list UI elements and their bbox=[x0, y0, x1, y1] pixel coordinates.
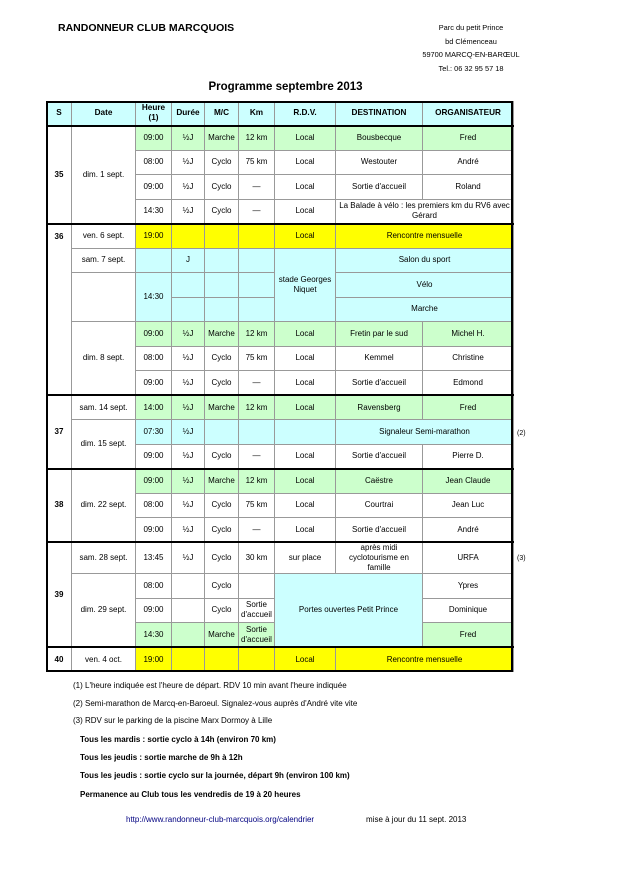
rdv-cell: stade Georges Niquet bbox=[275, 248, 336, 322]
rdv-cell: Local bbox=[275, 395, 336, 420]
activity-cell: Marche bbox=[205, 623, 239, 648]
footnote: (3) RDV sur le parking de la piscine Marx Dormoy à Lille bbox=[73, 716, 273, 725]
date-cell: dim. 22 sept. bbox=[72, 469, 136, 543]
date-cell bbox=[72, 273, 136, 322]
destination-cell: après midi cyclotourisme en famille bbox=[336, 542, 423, 574]
distance-cell: 12 km bbox=[239, 395, 275, 420]
time-cell: 13:45 bbox=[136, 542, 172, 574]
activity-cell: Cyclo bbox=[205, 175, 239, 200]
duration-cell: ½J bbox=[172, 395, 205, 420]
duration-cell: ½J bbox=[172, 175, 205, 200]
week-number: 39 bbox=[47, 542, 72, 647]
distance-cell: — bbox=[239, 175, 275, 200]
date-cell: ven. 6 sept. bbox=[72, 224, 136, 249]
club-name: RANDONNEUR CLUB MARCQUOIS bbox=[58, 22, 235, 34]
rdv-cell: Local bbox=[275, 175, 336, 200]
activity-cell bbox=[205, 297, 239, 322]
rdv-cell: Local bbox=[275, 150, 336, 175]
time-cell: 09:00 bbox=[136, 126, 172, 151]
time-cell: 09:00 bbox=[136, 322, 172, 347]
time-cell: 08:00 bbox=[136, 150, 172, 175]
organizer-cell: Dominique bbox=[423, 598, 514, 623]
week-number: 35 bbox=[47, 126, 72, 224]
time-cell: 09:00 bbox=[136, 598, 172, 623]
duration-cell: ½J bbox=[172, 493, 205, 518]
time-cell: 19:00 bbox=[136, 647, 172, 672]
distance-cell: 75 km bbox=[239, 346, 275, 371]
table-row bbox=[47, 647, 514, 672]
destination-cell: Rencontre mensuelle bbox=[336, 647, 514, 672]
col-header-organisateur: ORGANISATEUR bbox=[423, 102, 514, 126]
address-line: bd Clémenceau bbox=[445, 36, 497, 46]
time-cell: 08:00 bbox=[136, 574, 172, 599]
announcement: Tous les mardis : sortie cyclo à 14h (environ 70 km) bbox=[80, 735, 276, 744]
rdv-cell: Local bbox=[275, 346, 336, 371]
organizer-cell: URFA bbox=[423, 542, 514, 574]
activity-cell: Cyclo bbox=[205, 346, 239, 371]
duration-cell: ½J bbox=[172, 542, 205, 574]
date-cell: dim. 1 sept. bbox=[72, 126, 136, 224]
duration-cell: ½J bbox=[172, 420, 205, 445]
time-cell: 14:30 bbox=[136, 199, 172, 224]
organizer-cell: Jean Luc bbox=[423, 493, 514, 518]
footnote: (2) Semi-marathon de Marcq-en-Baroeul. Signalez-vous auprès d'André vite vite bbox=[73, 699, 358, 708]
organizer-cell: Jean Claude bbox=[423, 469, 514, 494]
date-cell: sam. 7 sept. bbox=[72, 248, 136, 273]
duration-cell: ½J bbox=[172, 322, 205, 347]
activity-cell: Cyclo bbox=[205, 150, 239, 175]
destination-cell: Ypres bbox=[423, 574, 514, 599]
duration-cell: ½J bbox=[172, 199, 205, 224]
table-row bbox=[47, 395, 514, 420]
destination-cell: Fretin par le sud bbox=[336, 322, 423, 347]
announcement: Tous les jeudis : sortie cyclo sur la journée, départ 9h (environ 100 km) bbox=[80, 771, 350, 780]
organizer-cell: Fred bbox=[423, 623, 514, 648]
destination-cell: Courtrai bbox=[336, 493, 423, 518]
distance-cell bbox=[239, 647, 275, 672]
table-row bbox=[47, 224, 514, 249]
address-phone: Tel.: 06 32 95 57 18 bbox=[438, 63, 504, 73]
activity-cell bbox=[205, 273, 239, 298]
distance-cell: — bbox=[239, 444, 275, 469]
destination-cell: Kemmel bbox=[336, 346, 423, 371]
table-row bbox=[47, 322, 514, 347]
duration-cell bbox=[172, 623, 205, 648]
rdv-cell: sur place bbox=[275, 542, 336, 574]
table-row bbox=[47, 542, 514, 574]
time-cell: 09:00 bbox=[136, 175, 172, 200]
distance-cell: 75 km bbox=[239, 150, 275, 175]
activity-cell: Marche bbox=[205, 469, 239, 494]
distance-cell: — bbox=[239, 518, 275, 543]
time-cell: 14:30 bbox=[136, 273, 172, 322]
rdv-cell: Local bbox=[275, 518, 336, 543]
distance-cell: 12 km bbox=[239, 126, 275, 151]
footnote: (1) L'heure indiquée est l'heure de départ. RDV 10 min avant l'heure indiquée bbox=[73, 681, 347, 690]
organizer-cell: Roland bbox=[423, 175, 514, 200]
distance-cell bbox=[239, 574, 275, 599]
distance-cell: 75 km bbox=[239, 493, 275, 518]
date-cell: sam. 14 sept. bbox=[72, 395, 136, 420]
duration-cell: ½J bbox=[172, 469, 205, 494]
col-header-destination: DESTINATION bbox=[336, 102, 423, 126]
week-number: 37 bbox=[47, 395, 72, 469]
activity-cell: Marche bbox=[205, 322, 239, 347]
rdv-cell: Portes ouvertes Petit Prince bbox=[275, 574, 423, 648]
organizer-cell: Fred bbox=[423, 126, 514, 151]
distance-cell bbox=[239, 248, 275, 273]
duration-cell bbox=[172, 224, 205, 249]
activity-cell: Cyclo bbox=[205, 518, 239, 543]
date-cell: dim. 15 sept. bbox=[72, 420, 136, 469]
duration-cell: ½J bbox=[172, 126, 205, 151]
announcement: Tous les jeudis : sortie marche de 9h à 12h bbox=[80, 753, 243, 762]
duration-cell: ½J bbox=[172, 150, 205, 175]
destination-cell: Sortie d'accueil bbox=[239, 623, 275, 648]
calendar-link[interactable]: http://www.randonneur-club-marcquois.org/calendrier bbox=[126, 815, 315, 824]
activity-cell: Cyclo bbox=[205, 574, 239, 599]
destination-cell: Caëstre bbox=[336, 469, 423, 494]
activity-cell: Marche bbox=[205, 395, 239, 420]
date-cell: dim. 8 sept. bbox=[72, 322, 136, 396]
time-cell: 19:00 bbox=[136, 224, 172, 249]
table-row bbox=[47, 126, 514, 151]
col-header-km: Km bbox=[239, 102, 275, 126]
destination-cell: Bousbecque bbox=[336, 126, 423, 151]
activity-cell bbox=[205, 420, 239, 445]
time-cell: 08:00 bbox=[136, 346, 172, 371]
duration-cell: J bbox=[172, 248, 205, 273]
col-header-rdv: R.D.V. bbox=[275, 102, 336, 126]
date-cell: ven. 4 oct. bbox=[72, 647, 136, 672]
table-row bbox=[47, 248, 514, 273]
rdv-cell: Local bbox=[275, 322, 336, 347]
time-cell: 09:00 bbox=[136, 371, 172, 396]
duration-cell: ½J bbox=[172, 444, 205, 469]
footnote-ref: (3) bbox=[517, 555, 526, 562]
duration-cell bbox=[172, 647, 205, 672]
time-cell: 14:30 bbox=[136, 623, 172, 648]
organizer-cell: Pierre D. bbox=[423, 444, 514, 469]
footnote-ref: (2) bbox=[517, 430, 526, 437]
destination-cell: Sortie d'accueil bbox=[336, 371, 423, 396]
time-cell: 14:00 bbox=[136, 395, 172, 420]
table-header-row bbox=[47, 102, 514, 126]
address-line: 59700 MARCQ-EN-BARŒUL bbox=[422, 50, 520, 60]
activity-cell: Cyclo bbox=[205, 199, 239, 224]
duration-cell: ½J bbox=[172, 518, 205, 543]
distance-cell bbox=[239, 420, 275, 445]
distance-cell: 30 km bbox=[239, 542, 275, 574]
distance-cell: — bbox=[239, 199, 275, 224]
organizer-cell: Michel H. bbox=[423, 322, 514, 347]
activity-cell: Cyclo bbox=[205, 493, 239, 518]
destination-cell: Sortie d'accueil bbox=[336, 518, 423, 543]
activity-cell: Cyclo bbox=[205, 542, 239, 574]
activity-cell: Marche bbox=[205, 126, 239, 151]
col-header-s: S bbox=[47, 102, 72, 126]
col-header-date: Date bbox=[72, 102, 136, 126]
announcement: Permanence au Club tous les vendredis de 19 à 20 heures bbox=[80, 790, 301, 799]
organizer-cell: Fred bbox=[423, 395, 514, 420]
week-number: 38 bbox=[47, 469, 72, 543]
distance-cell bbox=[239, 273, 275, 298]
rdv-cell: Local bbox=[275, 493, 336, 518]
week-number: 40 bbox=[47, 647, 72, 672]
rdv-cell: Local bbox=[275, 371, 336, 396]
table-row bbox=[47, 469, 514, 494]
time-cell: 09:00 bbox=[136, 444, 172, 469]
destination-cell: Sortie d'accueil bbox=[336, 444, 423, 469]
rdv-cell: Local bbox=[275, 444, 336, 469]
duration-cell bbox=[172, 574, 205, 599]
destination-cell: Signaleur Semi-marathon bbox=[336, 420, 514, 445]
time-cell: 08:00 bbox=[136, 493, 172, 518]
activity-cell bbox=[205, 224, 239, 249]
duration-cell: ½J bbox=[172, 371, 205, 396]
rdv-cell: Local bbox=[275, 224, 336, 249]
time-cell: 09:00 bbox=[136, 469, 172, 494]
club-address bbox=[396, 21, 546, 75]
activity-cell: Cyclo bbox=[205, 598, 239, 623]
rdv-cell: Local bbox=[275, 647, 336, 672]
destination-cell: Salon du sport bbox=[336, 248, 514, 273]
duration-cell: ½J bbox=[172, 346, 205, 371]
destination-cell: Marche bbox=[336, 297, 514, 322]
distance-cell: 12 km bbox=[239, 322, 275, 347]
time-cell: 09:00 bbox=[136, 518, 172, 543]
activity-cell: Cyclo bbox=[205, 444, 239, 469]
week-number: 36 bbox=[47, 224, 72, 396]
col-header-duree: Durée bbox=[172, 102, 205, 126]
program-table bbox=[46, 101, 514, 672]
distance-cell: 12 km bbox=[239, 469, 275, 494]
table-row bbox=[47, 420, 514, 445]
time-cell: 07:30 bbox=[136, 420, 172, 445]
rdv-cell: Local bbox=[275, 469, 336, 494]
distance-cell bbox=[239, 297, 275, 322]
col-header-mc: M/C bbox=[205, 102, 239, 126]
time-cell bbox=[136, 248, 172, 273]
destination-cell: Sortie d'accueil bbox=[239, 598, 275, 623]
distance-cell: — bbox=[239, 371, 275, 396]
duration-cell bbox=[172, 598, 205, 623]
destination-cell: Rencontre mensuelle bbox=[336, 224, 514, 249]
destination-cell: Ravensberg bbox=[336, 395, 423, 420]
date-cell: dim. 29 sept. bbox=[72, 574, 136, 648]
organizer-cell: André bbox=[423, 518, 514, 543]
activity-cell: Cyclo bbox=[205, 371, 239, 396]
duration-cell bbox=[172, 273, 205, 298]
date-cell: sam. 28 sept. bbox=[72, 542, 136, 574]
rdv-cell: Local bbox=[275, 199, 336, 224]
rdv-cell bbox=[275, 420, 336, 445]
activity-cell bbox=[205, 647, 239, 672]
destination-cell: Sortie d'accueil bbox=[336, 175, 423, 200]
destination-cell: Vélo bbox=[336, 273, 514, 298]
organizer-cell: André bbox=[423, 150, 514, 175]
address-line: Parc du petit Prince bbox=[438, 23, 504, 32]
update-date: mise à jour du 11 sept. 2013 bbox=[366, 815, 467, 824]
organizer-cell: Edmond bbox=[423, 371, 514, 396]
destination-cell: La Balade à vélo : les premiers km du RV6 avec Gérard bbox=[336, 199, 514, 224]
page-title: Programme septembre 2013 bbox=[208, 81, 363, 93]
organizer-cell: Christine bbox=[423, 346, 514, 371]
col-header-heure: Heure (1) bbox=[136, 102, 172, 126]
destination-cell: Westouter bbox=[336, 150, 423, 175]
activity-cell bbox=[205, 248, 239, 273]
table-row bbox=[47, 574, 514, 599]
rdv-cell: Local bbox=[275, 126, 336, 151]
distance-cell bbox=[239, 224, 275, 249]
duration-cell bbox=[172, 297, 205, 322]
